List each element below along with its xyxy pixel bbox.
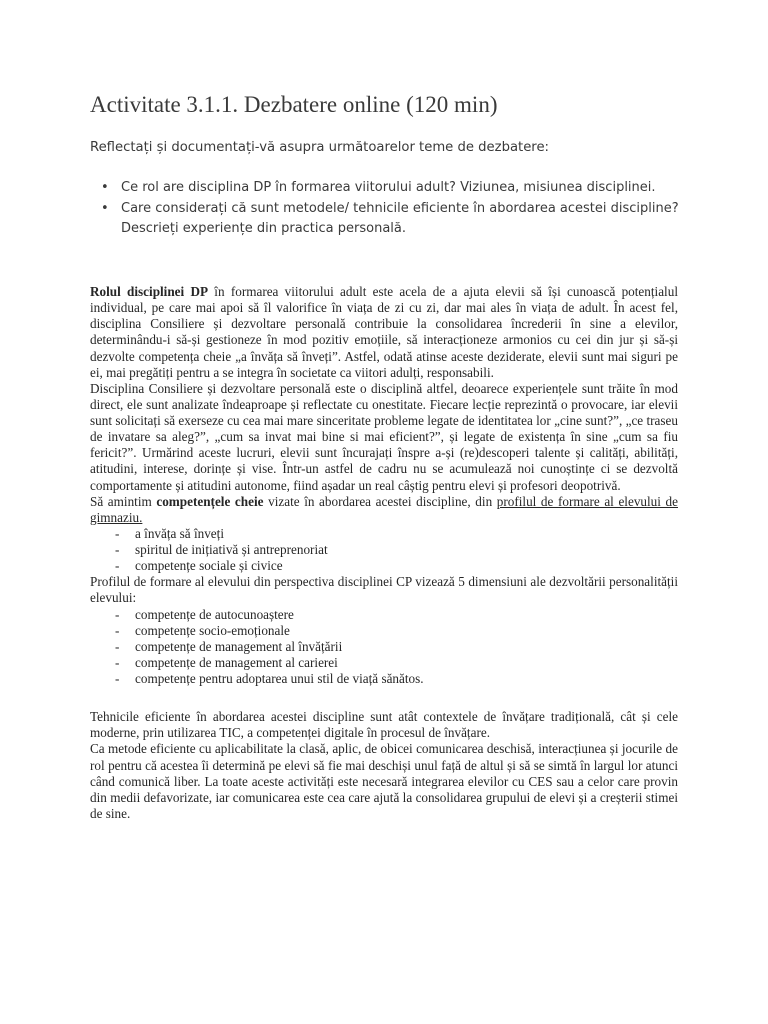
paragraph-role [90,284,678,381]
paragraph-techniques: Tehnicile eficiente în abordarea acestei discipline sunt atât contextele de învățare tradițională, cât și cele moderne, prin utilizarea TIC, a competenței digitale în procesul de învățare. [90,709,678,741]
paragraph-profile: Profilul de formare al elevului din perspectiva disciplinei CP vizează 5 dimensiuni ale dezvoltării personalității elevului: [90,574,678,606]
list-item: - competențe sociale și civice [90,558,678,574]
list-item: - a învăța să înveți [90,526,678,542]
paragraph-methods: Ca metode eficiente cu aplicabilitate la clasă, aplic, de obicei comunicarea deschisă, interacțiunea și jocurile de rol pentru că acestea îi determină pe elevi să fie mai deschiși unul față de altul și să se simtă în largul lor atunci când comunică liber. La toate aceste activități este necesară integrarea elevilor cu CES sau a celor care provin din medii defavorizate, iar comunicarea este cea care ajută la consolidarea grupului de elevi și a creșterii stimei de sine. [90,741,678,821]
paragraph-text: vizate în abordarea acestei discipline, din [263,493,497,509]
debate-questions-list [101,178,691,240]
spacer [90,687,678,709]
paragraph-role-text: în formarea viitorului adult este acela de a ajuta elevii să își cunoască potențialul individual, pe care mai apoi să îl valorifice în viața de zi cu zi, dar mai ales în viața de adult. În acest fel, disciplina Consiliere și dezvoltare personală contribuie la consolidarea încrederii în sine a elevilor, determinându-i să-și gestioneze în mod pozitiv emoțiile, să interacționeze armonios cu cei din jur și să-și dezvolte competența cheie „a învăța să înveți”. Astfel, odată atinse aceste deziderate, elevii sunt mai siguri pe ei, mai pregătiți pentru a se integra în societate ca viitori adulți, responsabili. [90,284,678,380]
question-item: • Care considerați că sunt metodele/ tehnicile eficiente în abordarea acestei discipline? Descrieți experiențe din practica personală. [101,199,691,240]
list-item: - spiritul de inițiativă și antreprenoriat [90,542,678,558]
paragraph-discipline: Disciplina Consiliere și dezvoltare personală este o disciplină altfel, deoarece experiențele sunt trăite în mod direct, ele sunt analizate îndeaproape și reflectate cu onestitate. Fiecare lecție reprezintă o provocare, iar elevii sunt solicitați să exerseze cu cea mai mare sinceritate probleme legate de identitatea lor „cine sunt?”, „ce traseu de invatare sa aleg?”, „cum sa invat mai bine si mai eficient?”, și legate de existența în sine „cum sa fiu fericit?”. Urmărind aceste lucruri, elevii sunt încurajați înspre a-și (re)descoperi talente și calități, abilități, atitudini, interese, dorințe și vise. Într-un astfel de cadru nu se acumulează noi cunoștințe ci se dezvoltă comportamente și atitudini autonome, fiind așadar un real câștig pentru elevi și profesori deopotrivă. [90,380,678,493]
question-item: • Ce rol are disciplina DP în formarea viitorului adult? Viziunea, misiunea disciplinei. [101,178,691,199]
paragraph-key-competences-intro [90,494,678,526]
profile-underlined: profilul de formare al elevului de gimnaziu. [90,493,678,525]
list-item: - competențe socio-emoționale [90,623,678,639]
document-body [90,284,678,822]
list-item: - competențe de management al învățării [90,639,678,655]
page-title: Activitate 3.1.1. Dezbatere online (120 min) [90,92,498,117]
list-item: - competențe de management al carierei [90,655,678,671]
dimensions-list [90,607,678,688]
key-competences-bold: competențele cheie [156,493,264,509]
key-competences-list [90,526,678,574]
paragraph-role-lead: Rolul disciplinei DP [90,284,209,299]
list-item: - competențe pentru adoptarea unui stil de viață sănătos. [90,671,678,687]
paragraph-text: Să amintim [90,493,157,509]
list-item: - competențe de autocunoaștere [90,607,678,623]
intro-text: Reflectați și documentați-vă asupra următoarelor teme de dezbatere: [90,140,549,155]
